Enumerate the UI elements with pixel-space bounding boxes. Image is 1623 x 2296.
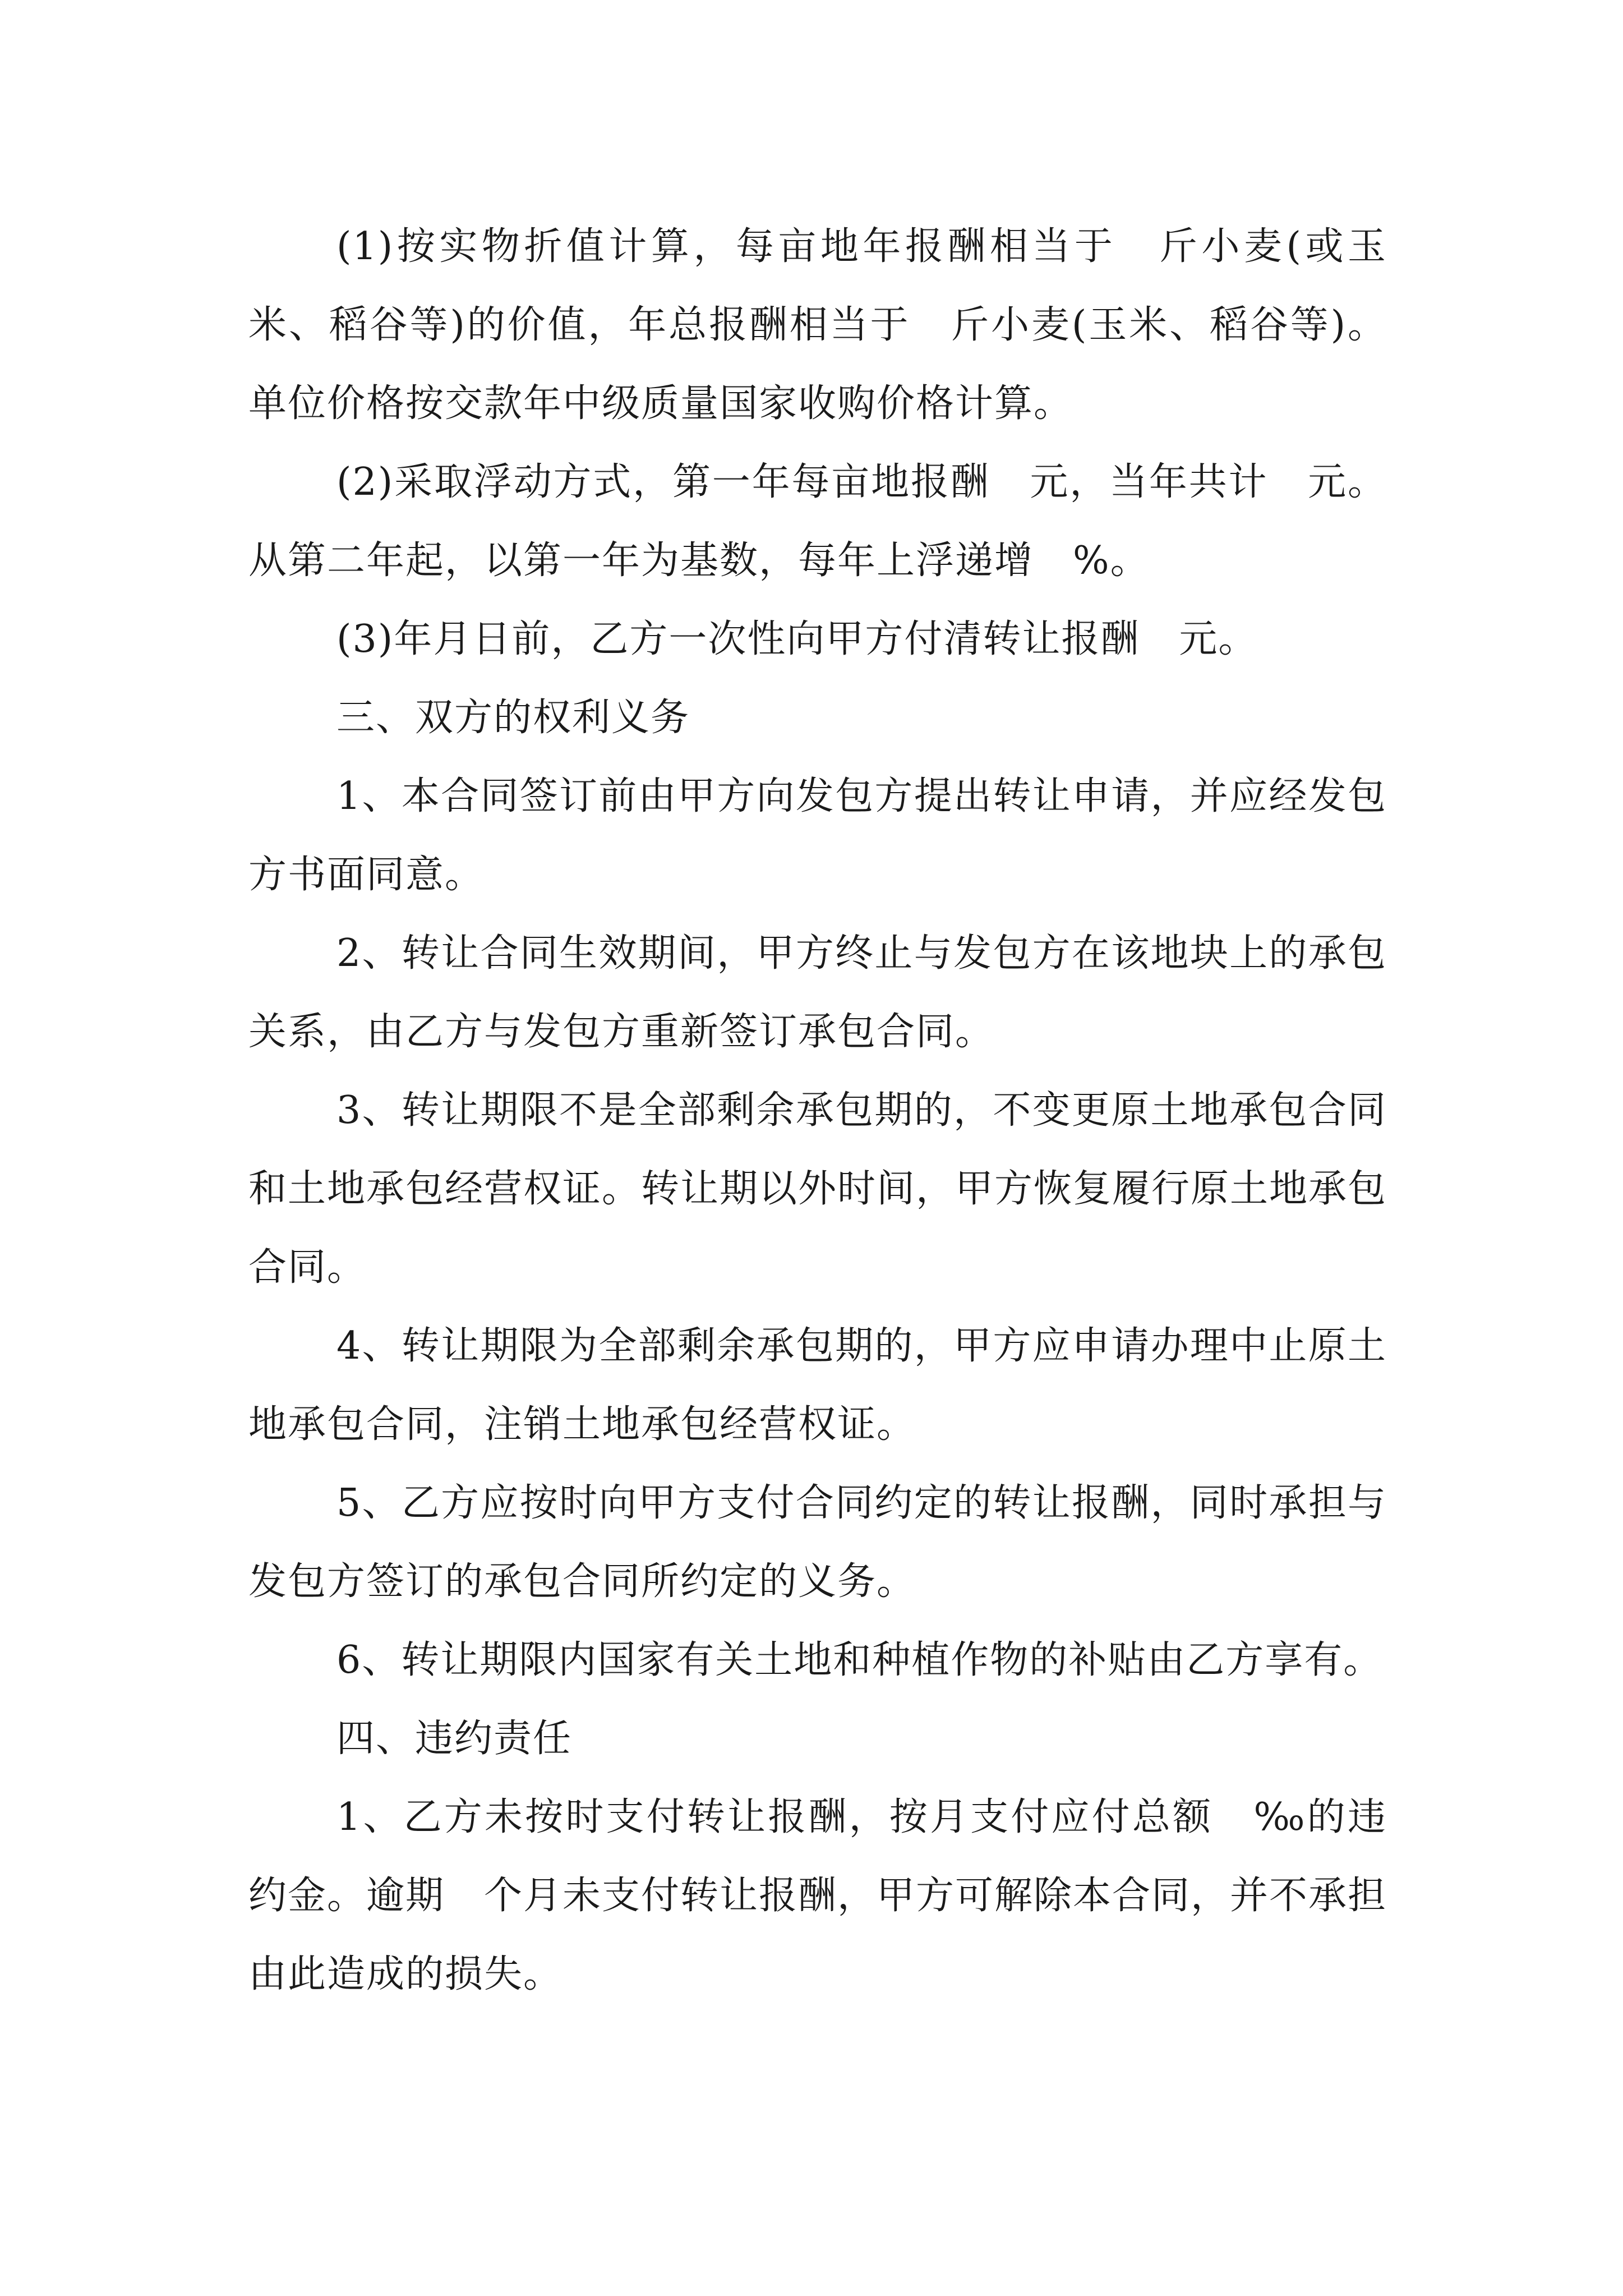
section-heading-breach-liability: 四、违约责任: [336, 1717, 573, 1761]
clause-compensation-lump-sum: (3)年月日前，乙方一次性向甲方付清转让报酬 元。: [336, 617, 1258, 661]
clause-compensation-floating: (2)采取浮动方式，第一年每亩地报酬 元，当年共计 元。从第二年起，以第一年为基数，每年上浮递增 %。: [248, 460, 1387, 583]
clause-rights-4: 4、转让期限为全部剩余承包期的，甲方应申请办理中止原土地承包合同，注销土地承包经营权证。: [248, 1324, 1387, 1447]
clause-compensation-in-kind: (1)按实物折值计算，每亩地年报酬相当于 斤小麦(或玉米、稻谷等)的价值，年总报酬相当于 斤小麦(玉米、稻谷等)。单位价格按交款年中级质量国家收购价格计算。: [248, 224, 1387, 426]
section-heading-rights-obligations: 三、双方的权利义务: [336, 696, 690, 740]
clause-rights-5: 5、乙方应按时向甲方支付合同约定的转让报酬，同时承担与发包方签订的承包合同所约定的义务。: [248, 1481, 1387, 1604]
clause-rights-1: 1、本合同签订前由甲方向发包方提出转让申请，并应经发包方书面同意。: [248, 774, 1387, 897]
clause-breach-1: 1、乙方未按时支付转让报酬，按月支付应付总额 ‰的违约金。逾期 个月未支付转让报酬，甲方可解除本合同，并不承担由此造成的损失。: [248, 1795, 1387, 1996]
document-body: [248, 208, 1387, 2014]
clause-rights-2: 2、转让合同生效期间，甲方终止与发包方在该地块上的承包关系，由乙方与发包方重新签订承包合同。: [248, 931, 1387, 1054]
clause-rights-3: 3、转让期限不是全部剩余承包期的，不变更原土地承包合同和土地承包经营权证。转让期以外时间，甲方恢复履行原土地承包合同。: [248, 1088, 1387, 1290]
clause-rights-6: 6、转让期限内国家有关土地和种植作物的补贴由乙方享有。: [336, 1638, 1383, 1682]
